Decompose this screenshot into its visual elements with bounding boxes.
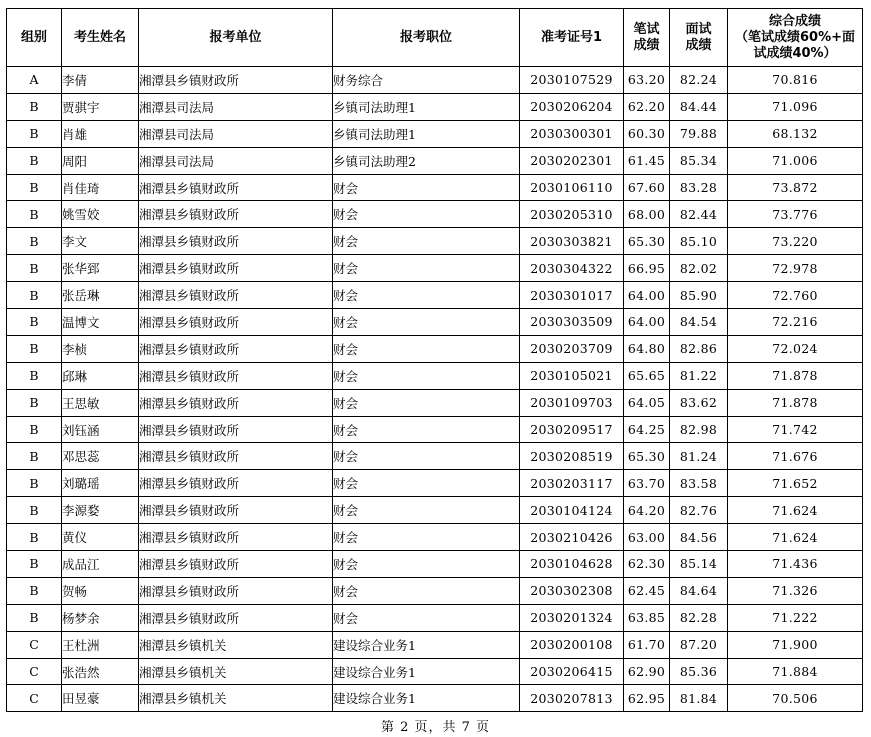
cell-position: 建设综合业务1 — [333, 658, 520, 685]
cell-position: 财会 — [333, 389, 520, 416]
header-name: 考生姓名 — [62, 9, 139, 67]
cell-position: 财会 — [333, 604, 520, 631]
cell-group: C — [7, 658, 62, 685]
header-written — [624, 9, 670, 67]
cell-written: 61.45 — [624, 147, 670, 174]
table-row — [7, 362, 863, 389]
cell-unit: 湘潭县乡镇财政所 — [139, 416, 333, 443]
score-table — [6, 8, 863, 712]
cell-unit: 湘潭县乡镇财政所 — [139, 604, 333, 631]
cell-total: 68.132 — [728, 120, 863, 147]
cell-ticket: 2030210426 — [520, 524, 624, 551]
cell-position: 财会 — [333, 309, 520, 336]
cell-unit: 湘潭县乡镇财政所 — [139, 389, 333, 416]
cell-ticket: 2030201324 — [520, 604, 624, 631]
cell-written: 65.65 — [624, 362, 670, 389]
cell-total: 71.222 — [728, 604, 863, 631]
cell-ticket: 2030206415 — [520, 658, 624, 685]
table-row — [7, 658, 863, 685]
cell-total: 71.436 — [728, 551, 863, 578]
cell-group: B — [7, 551, 62, 578]
cell-interview: 85.90 — [670, 282, 728, 309]
table-row — [7, 470, 863, 497]
cell-position: 财会 — [333, 282, 520, 309]
cell-written: 67.60 — [624, 174, 670, 201]
table-row — [7, 416, 863, 443]
cell-written: 64.00 — [624, 282, 670, 309]
table-row — [7, 282, 863, 309]
cell-position: 财会 — [333, 362, 520, 389]
cell-total: 73.776 — [728, 201, 863, 228]
cell-unit: 湘潭县司法局 — [139, 120, 333, 147]
cell-interview: 81.22 — [670, 362, 728, 389]
cell-written: 62.95 — [624, 685, 670, 712]
cell-group: B — [7, 93, 62, 120]
cell-total: 72.216 — [728, 309, 863, 336]
cell-total: 73.220 — [728, 228, 863, 255]
cell-ticket: 2030205310 — [520, 201, 624, 228]
cell-ticket: 2030304322 — [520, 255, 624, 282]
cell-name: 邓思蕊 — [62, 443, 139, 470]
page-footer: 第 2 页，共 7 页 — [380, 720, 491, 735]
cell-interview: 83.58 — [670, 470, 728, 497]
cell-unit: 湘潭县乡镇财政所 — [139, 577, 333, 604]
header-total-line3: 试成绩40%） — [753, 45, 837, 61]
cell-group: B — [7, 362, 62, 389]
cell-interview: 83.62 — [670, 389, 728, 416]
table-row — [7, 524, 863, 551]
cell-ticket: 2030209517 — [520, 416, 624, 443]
cell-ticket: 2030106110 — [520, 174, 624, 201]
cell-position: 财会 — [333, 174, 520, 201]
cell-name: 邱琳 — [62, 362, 139, 389]
cell-interview: 79.88 — [670, 120, 728, 147]
cell-position: 财会 — [333, 443, 520, 470]
cell-interview: 82.28 — [670, 604, 728, 631]
cell-group: B — [7, 335, 62, 362]
cell-name: 张浩然 — [62, 658, 139, 685]
cell-group: B — [7, 577, 62, 604]
cell-unit: 湘潭县乡镇机关 — [139, 631, 333, 658]
cell-total: 72.978 — [728, 255, 863, 282]
cell-ticket: 2030303509 — [520, 309, 624, 336]
cell-position: 财会 — [333, 577, 520, 604]
cell-position: 财会 — [333, 255, 520, 282]
cell-written: 63.70 — [624, 470, 670, 497]
cell-group: C — [7, 631, 62, 658]
cell-written: 63.20 — [624, 67, 670, 94]
cell-name: 贾骐宇 — [62, 93, 139, 120]
cell-name: 张岳琳 — [62, 282, 139, 309]
cell-unit: 湘潭县乡镇财政所 — [139, 228, 333, 255]
cell-ticket: 2030200108 — [520, 631, 624, 658]
cell-position: 建设综合业务1 — [333, 631, 520, 658]
cell-unit: 湘潭县乡镇财政所 — [139, 497, 333, 524]
cell-unit: 湘潭县司法局 — [139, 93, 333, 120]
cell-ticket: 2030105021 — [520, 362, 624, 389]
cell-written: 63.85 — [624, 604, 670, 631]
cell-group: B — [7, 604, 62, 631]
cell-position: 建设综合业务1 — [333, 685, 520, 712]
cell-written: 64.80 — [624, 335, 670, 362]
cell-written: 65.30 — [624, 228, 670, 255]
cell-interview: 85.34 — [670, 147, 728, 174]
cell-total: 71.624 — [728, 497, 863, 524]
cell-position: 财会 — [333, 551, 520, 578]
cell-name: 肖佳琦 — [62, 174, 139, 201]
cell-group: B — [7, 147, 62, 174]
cell-interview: 85.36 — [670, 658, 728, 685]
cell-name: 肖雄 — [62, 120, 139, 147]
header-row — [7, 9, 863, 67]
cell-written: 62.90 — [624, 658, 670, 685]
cell-group: B — [7, 470, 62, 497]
cell-group: B — [7, 255, 62, 282]
cell-unit: 湘潭县司法局 — [139, 147, 333, 174]
cell-unit: 湘潭县乡镇财政所 — [139, 67, 333, 94]
cell-ticket: 2030202301 — [520, 147, 624, 174]
cell-position: 财会 — [333, 497, 520, 524]
cell-interview: 84.64 — [670, 577, 728, 604]
cell-total: 71.878 — [728, 362, 863, 389]
cell-written: 64.20 — [624, 497, 670, 524]
cell-name: 成品江 — [62, 551, 139, 578]
cell-ticket: 2030207813 — [520, 685, 624, 712]
cell-name: 王杜洲 — [62, 631, 139, 658]
cell-name: 姚雪姣 — [62, 201, 139, 228]
cell-total: 71.676 — [728, 443, 863, 470]
cell-ticket: 2030302308 — [520, 577, 624, 604]
cell-position: 财会 — [333, 470, 520, 497]
cell-unit: 湘潭县乡镇财政所 — [139, 174, 333, 201]
cell-total: 71.878 — [728, 389, 863, 416]
table-row — [7, 551, 863, 578]
cell-unit: 湘潭县乡镇机关 — [139, 685, 333, 712]
cell-group: B — [7, 389, 62, 416]
cell-position: 财会 — [333, 335, 520, 362]
cell-unit: 湘潭县乡镇财政所 — [139, 443, 333, 470]
table-row — [7, 389, 863, 416]
header-group: 组别 — [7, 9, 62, 67]
cell-interview: 84.44 — [670, 93, 728, 120]
cell-ticket: 2030208519 — [520, 443, 624, 470]
cell-unit: 湘潭县乡镇财政所 — [139, 551, 333, 578]
cell-name: 李倩 — [62, 67, 139, 94]
cell-written: 61.70 — [624, 631, 670, 658]
cell-total: 71.742 — [728, 416, 863, 443]
cell-interview: 82.98 — [670, 416, 728, 443]
cell-unit: 湘潭县乡镇机关 — [139, 658, 333, 685]
cell-unit: 湘潭县乡镇财政所 — [139, 282, 333, 309]
cell-total: 73.872 — [728, 174, 863, 201]
table-row — [7, 685, 863, 712]
cell-position: 乡镇司法助理2 — [333, 147, 520, 174]
table-row — [7, 228, 863, 255]
header-written-line2: 成绩 — [633, 37, 660, 53]
cell-position: 财会 — [333, 416, 520, 443]
cell-written: 68.00 — [624, 201, 670, 228]
table-row — [7, 577, 863, 604]
cell-ticket: 2030206204 — [520, 93, 624, 120]
header-interview-line2: 成绩 — [685, 37, 712, 53]
cell-total: 72.024 — [728, 335, 863, 362]
cell-group: C — [7, 685, 62, 712]
cell-interview: 82.76 — [670, 497, 728, 524]
cell-written: 60.30 — [624, 120, 670, 147]
header-interview — [670, 9, 728, 67]
cell-interview: 84.54 — [670, 309, 728, 336]
table-row — [7, 604, 863, 631]
cell-unit: 湘潭县乡镇财政所 — [139, 201, 333, 228]
cell-written: 66.95 — [624, 255, 670, 282]
cell-unit: 湘潭县乡镇财政所 — [139, 362, 333, 389]
cell-written: 65.30 — [624, 443, 670, 470]
cell-interview: 82.86 — [670, 335, 728, 362]
table-row — [7, 497, 863, 524]
header-total-line1: 综合成绩 — [768, 13, 821, 29]
cell-interview: 85.14 — [670, 551, 728, 578]
cell-group: B — [7, 201, 62, 228]
cell-ticket: 2030104628 — [520, 551, 624, 578]
cell-written: 62.20 — [624, 93, 670, 120]
cell-name: 温博文 — [62, 309, 139, 336]
cell-unit: 湘潭县乡镇财政所 — [139, 309, 333, 336]
table-row — [7, 309, 863, 336]
cell-interview: 84.56 — [670, 524, 728, 551]
cell-unit: 湘潭县乡镇财政所 — [139, 335, 333, 362]
cell-group: B — [7, 282, 62, 309]
table-body — [7, 67, 863, 712]
cell-position: 财务综合 — [333, 67, 520, 94]
table-row — [7, 147, 863, 174]
table-row — [7, 120, 863, 147]
cell-group: B — [7, 174, 62, 201]
table-row — [7, 93, 863, 120]
cell-interview: 81.24 — [670, 443, 728, 470]
cell-interview: 82.24 — [670, 67, 728, 94]
cell-total: 71.326 — [728, 577, 863, 604]
cell-group: B — [7, 228, 62, 255]
cell-ticket: 2030109703 — [520, 389, 624, 416]
header-ticket: 准考证号1 — [520, 9, 624, 67]
header-total — [728, 9, 863, 67]
table-row — [7, 201, 863, 228]
table-row — [7, 443, 863, 470]
header-position: 报考职位 — [333, 9, 520, 67]
header-total-line2: （笔试成绩60%+面 — [734, 29, 855, 45]
cell-interview: 87.20 — [670, 631, 728, 658]
cell-position: 财会 — [333, 228, 520, 255]
cell-interview: 83.28 — [670, 174, 728, 201]
cell-written: 64.05 — [624, 389, 670, 416]
cell-name: 李文 — [62, 228, 139, 255]
header-interview-line1: 面试 — [685, 21, 712, 37]
table-row — [7, 631, 863, 658]
cell-ticket: 2030104124 — [520, 497, 624, 524]
cell-name: 周阳 — [62, 147, 139, 174]
cell-name: 张华郅 — [62, 255, 139, 282]
cell-position: 财会 — [333, 201, 520, 228]
cell-total: 71.900 — [728, 631, 863, 658]
cell-group: A — [7, 67, 62, 94]
cell-total: 71.884 — [728, 658, 863, 685]
cell-written: 63.00 — [624, 524, 670, 551]
table-row — [7, 255, 863, 282]
cell-total: 70.506 — [728, 685, 863, 712]
cell-ticket: 2030107529 — [520, 67, 624, 94]
cell-group: B — [7, 416, 62, 443]
cell-ticket: 2030203709 — [520, 335, 624, 362]
cell-name: 李桢 — [62, 335, 139, 362]
header-written-line1: 笔试 — [633, 21, 660, 37]
cell-name: 黄仪 — [62, 524, 139, 551]
table-row — [7, 335, 863, 362]
cell-written: 62.30 — [624, 551, 670, 578]
cell-group: B — [7, 443, 62, 470]
cell-name: 贺畅 — [62, 577, 139, 604]
cell-ticket: 2030301017 — [520, 282, 624, 309]
cell-ticket: 2030300301 — [520, 120, 624, 147]
cell-group: B — [7, 120, 62, 147]
cell-unit: 湘潭县乡镇财政所 — [139, 524, 333, 551]
cell-total: 71.006 — [728, 147, 863, 174]
cell-position: 财会 — [333, 524, 520, 551]
table-row — [7, 174, 863, 201]
cell-group: B — [7, 497, 62, 524]
cell-name: 王思敏 — [62, 389, 139, 416]
cell-unit: 湘潭县乡镇财政所 — [139, 255, 333, 282]
cell-interview: 82.02 — [670, 255, 728, 282]
cell-position: 乡镇司法助理1 — [333, 120, 520, 147]
cell-total: 71.624 — [728, 524, 863, 551]
cell-group: B — [7, 524, 62, 551]
cell-ticket: 2030203117 — [520, 470, 624, 497]
cell-total: 72.760 — [728, 282, 863, 309]
cell-name: 刘璐瑶 — [62, 470, 139, 497]
cell-interview: 81.84 — [670, 685, 728, 712]
cell-total: 71.652 — [728, 470, 863, 497]
cell-ticket: 2030303821 — [520, 228, 624, 255]
cell-total: 70.816 — [728, 67, 863, 94]
table-row — [7, 67, 863, 94]
cell-written: 64.00 — [624, 309, 670, 336]
cell-position: 乡镇司法助理1 — [333, 93, 520, 120]
cell-total: 71.096 — [728, 93, 863, 120]
cell-name: 刘钰涵 — [62, 416, 139, 443]
cell-name: 杨梦余 — [62, 604, 139, 631]
cell-interview: 82.44 — [670, 201, 728, 228]
cell-written: 64.25 — [624, 416, 670, 443]
header-unit: 报考单位 — [139, 9, 333, 67]
cell-name: 田昱豪 — [62, 685, 139, 712]
cell-written: 62.45 — [624, 577, 670, 604]
cell-unit: 湘潭县乡镇财政所 — [139, 470, 333, 497]
cell-interview: 85.10 — [670, 228, 728, 255]
cell-name: 李源婺 — [62, 497, 139, 524]
cell-group: B — [7, 309, 62, 336]
